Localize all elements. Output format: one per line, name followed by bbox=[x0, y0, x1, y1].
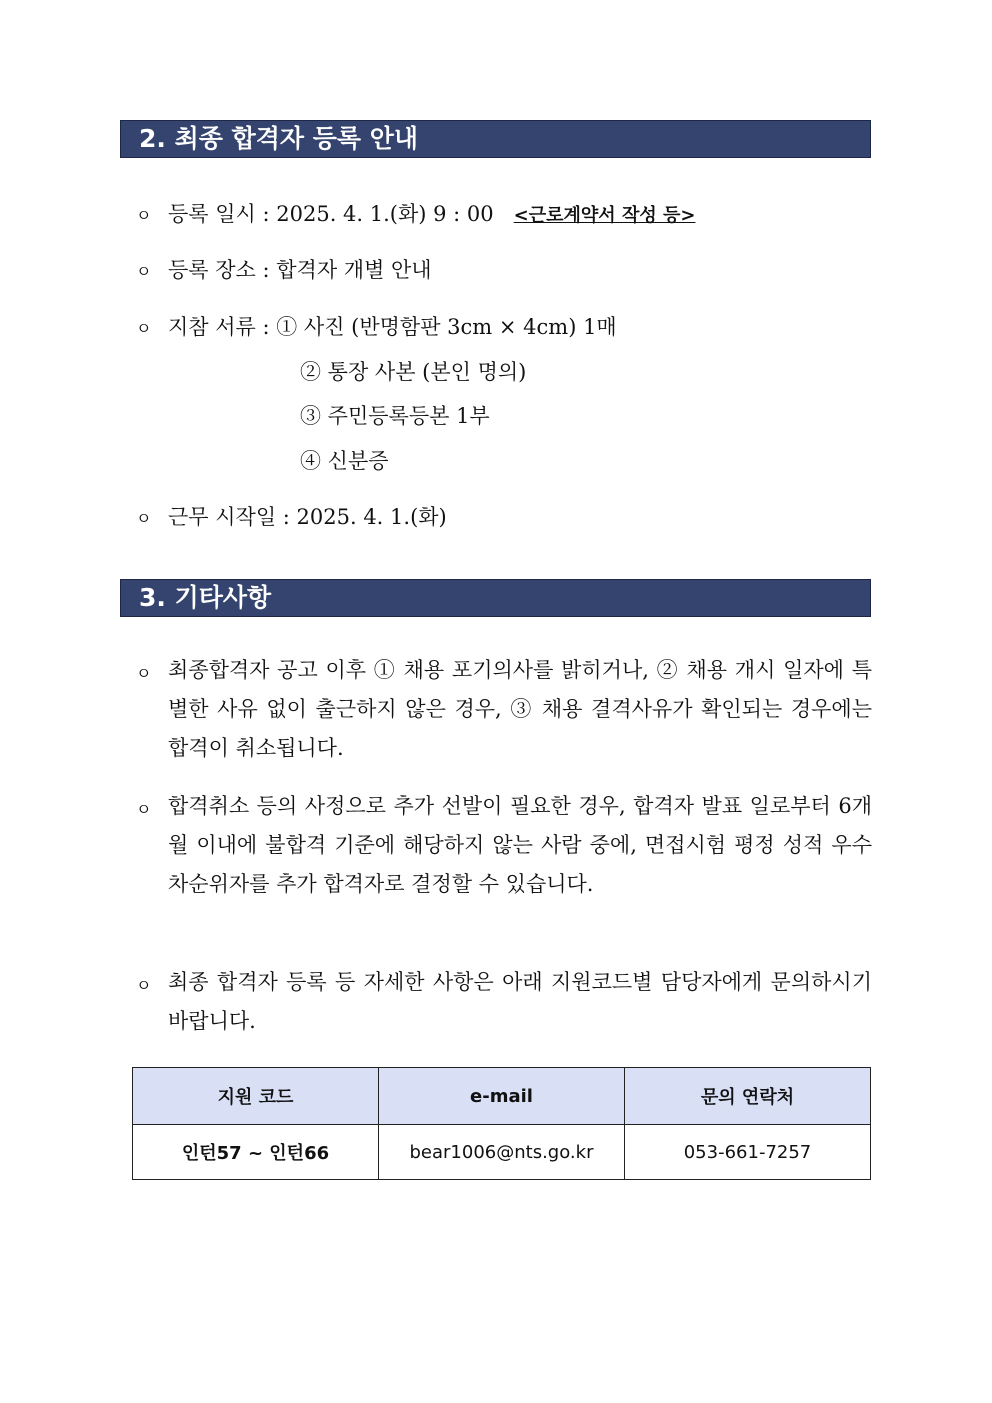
cell-email[interactable]: bear1006@nts.go.kr bbox=[379, 1125, 625, 1180]
registration-note: <근로계약서 작성 등> bbox=[513, 205, 696, 226]
bullet-icon: ㅇ bbox=[136, 319, 152, 338]
work-start-line bbox=[136, 501, 447, 531]
table-row bbox=[133, 1125, 871, 1180]
section-2-header: 2. 최종 합격자 등록 안내 bbox=[120, 120, 871, 158]
notice-paragraph bbox=[136, 787, 872, 904]
table-header-row bbox=[133, 1068, 871, 1125]
bullet-icon: ㅇ bbox=[136, 800, 152, 819]
section-3-header: 3. 기타사항 bbox=[120, 579, 871, 617]
registration-datetime-line bbox=[136, 198, 695, 228]
registration-place-line bbox=[136, 254, 432, 284]
notice-text: 최종합격자 공고 이후 ① 채용 포기의사를 밝히거나, ② 채용 개시 일자에 특별한 사유 없이 출근하지 않은 경우, ③ 채용 결격사유가 확인되는 경우에는 합격이 취소됩니다. bbox=[168, 658, 872, 760]
column-header-code: 지원 코드 bbox=[133, 1068, 379, 1125]
cell-code: 인턴57 ~ 인턴66 bbox=[133, 1125, 379, 1180]
registration-datetime: 등록 일시 : 2025. 4. 1.(화) 9 : 00 bbox=[168, 202, 494, 226]
bullet-icon: ㅇ bbox=[136, 976, 152, 995]
document-item: ④ 신분증 bbox=[300, 449, 389, 473]
bullet-icon: ㅇ bbox=[136, 206, 152, 225]
registration-place: 등록 장소 : 합격자 개별 안내 bbox=[168, 258, 432, 282]
document-item: ② 통장 사본 (본인 명의) bbox=[300, 360, 527, 384]
notice-text: 최종 합격자 등록 등 자세한 사항은 아래 지원코드별 담당자에게 문의하시기 바랍니다. bbox=[168, 970, 872, 1033]
column-header-email: e-mail bbox=[379, 1068, 625, 1125]
documents-label: 지참 서류 : ① 사진 (반명함판 3cm × 4cm) 1매 bbox=[168, 315, 617, 339]
bullet-icon: ㅇ bbox=[136, 509, 152, 528]
contact-table bbox=[132, 1067, 871, 1180]
bullet-icon: ㅇ bbox=[136, 262, 152, 281]
column-header-phone: 문의 연락처 bbox=[625, 1068, 871, 1125]
bullet-icon: ㅇ bbox=[136, 664, 152, 683]
notice-paragraph bbox=[136, 651, 872, 768]
document-item: ③ 주민등록등본 1부 bbox=[300, 404, 490, 428]
notice-text: 합격취소 등의 사정으로 추가 선발이 필요한 경우, 합격자 발표 일로부터 6개월 이내에 불합격 기준에 해당하지 않는 사람 중에, 면접시험 평정 성적 우수 차순위자를 추가 합격자로 결정할 수 있습니다. bbox=[168, 794, 872, 896]
work-start: 근무 시작일 : 2025. 4. 1.(화) bbox=[168, 505, 447, 529]
notice-paragraph bbox=[136, 963, 872, 1041]
cell-phone: 053-661-7257 bbox=[625, 1125, 871, 1180]
documents-line bbox=[136, 311, 617, 341]
